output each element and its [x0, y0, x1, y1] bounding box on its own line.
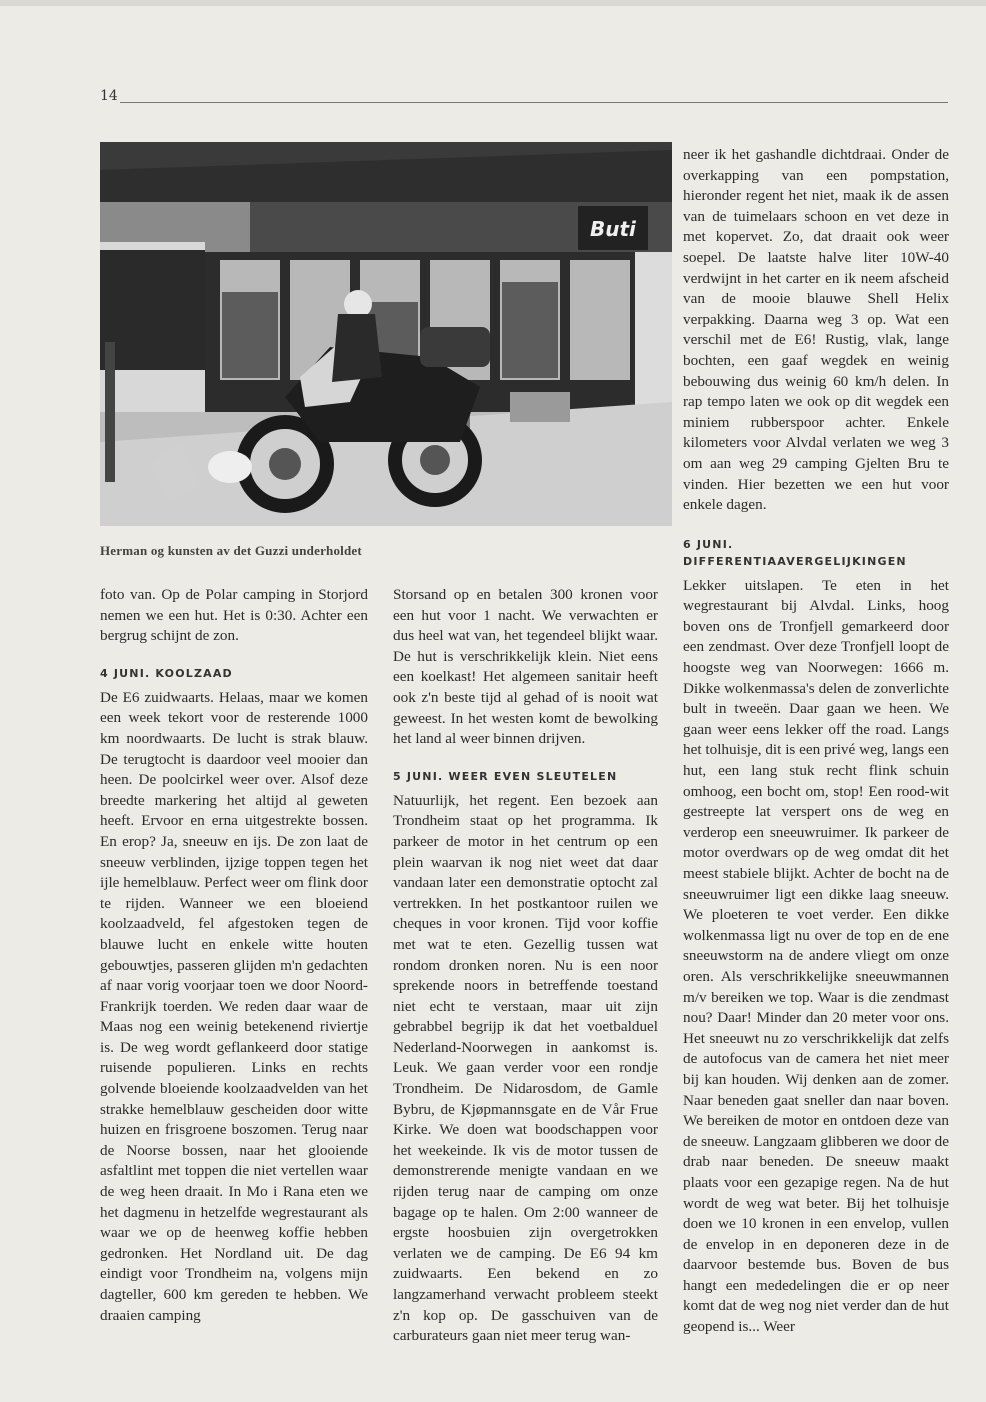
page-top-edge	[0, 0, 986, 6]
column-3	[683, 145, 949, 1338]
motorcycle-photo	[100, 142, 672, 526]
page-number: 14	[100, 88, 118, 104]
section-heading-5-juni: 5 JUNI. WEER EVEN SLEUTELEN	[393, 769, 618, 783]
header-rule	[120, 102, 948, 103]
column-2-intro: Storsand op en betalen 300 kronen voor een hut voor 1 nacht. We verwachten er dus heel wat van, het tegendeel blijkt waar. De hut is verschrikkelijk klein. Niet eens een koelkast! Het algemeen sanitair heeft ook z'n beste tijd al gehad of is nooit wat geweest. In het westen komt de bewolking het land al weer binnen drijven.	[393, 586, 658, 748]
section-heading-6-juni: 6 JUNI. DIFFERENTIAAVERGELIJKINGEN	[683, 537, 907, 568]
photo-caption: Herman og kunsten av det Guzzi underholdet	[100, 543, 362, 558]
section-heading-4-juni: 4 JUNI. KOOLZAAD	[100, 666, 233, 680]
column-1	[100, 585, 368, 1326]
column-1-intro: foto van. Op de Polar camping in Storjord nemen we een hut. Het is 0:30. Achter een bergrug schijnt de zon.	[100, 586, 368, 645]
column-1-body: De E6 zuidwaarts. Helaas, maar we komen een week tekort voor de resterende 1000 km noordwaarts. De lucht is strak blauw. De terugtocht is daardoor veel mooier dan heen. De poolcirkel weer over. Alsof deze breedte markering het altijd al geweten heeft. Ervoor en erna uitgestrekte bossen. En erop? Ja, sneeuw en ijs. De zon laat de sneeuw verblinden, ijzige toppen tegen het ijle hemelblauw. Perfect weer om flink door te rijden. Wanneer we een bloeiend koolzaadveld, fel afgestoken tegen de blauwe lucht en enkele witte houten gebouwtjes, passeren glijden m'n gedachten af naar vorig voorjaar toen we door Noord-Frankrijk toerden. We reden daar waar de Maas nog een weinig betekenend riviertje is. De weg wordt geflankeerd door statige ruisende populieren. Links en rechts golvende bloeiende koolzaadvelden van het strakke hemelblauw gescheiden door witte huizen en frisgroene boszomen. Terug naar de Noorse bossen, naar het glooiende asfaltlint met toppen die niet vertellen waar de weg heen draait. In Mo i Rana eten we het dagmenu in hetzelfde wegrestaurant als waar we op de heenweg koffie hebben gedronken. Het Nordland uit. De dag eindigt voor Trondheim na, volgens mijn dagteller, 600 km gereden te hebben. We draaien camping	[100, 688, 368, 1324]
station-sign: Buti	[590, 217, 636, 241]
column-2-body: Natuurlijk, het regent. Een bezoek aan Trondheim staat op het programma. Ik parkeer de motor in het centrum op een plein waarvan ik nog niet weet dat daar vandaan later een demonstratie optocht zal vertrekken. In het postkantoor ruilen we cheques in voor kronen. Tijd voor koffie met wat te eten. Gezellig tussen wat rondom dronken noren. Nu is een noor sprekende noors in betreffende toestand niet echt te verstaan, maar uit zijn gebrabbel begrijp ik dat het voetbalduel Nederland-Noorwegen in aankomst is. Leuk. We gaan verder voor een rondje Trondheim. De Nidarosdom, de Gamle Bybru, de Kjøpmannsgate en de Vår Frue Kirke. We doen wat boodschappen voor het weekeinde. Ik vis de motor tussen de demonstrerende menigte vandaan en we rijden terug naar de camping om onze bagage op te halen. Om 2:00 wanneer de ergste hoosbuien zijn overgetrokken verlaten we de camping. De E6 94 km zuidwaarts. Een bekend en zo langzamerhand verwacht probleem steekt z'n kop op. De gasschuiven van de carburateurs gaan niet meer terug wan-	[393, 791, 658, 1345]
column-2	[393, 585, 658, 1347]
column-3-intro: neer ik het gashandle dichtdraai. Onder de overkapping van een pompstation, hieronder regent het niet, maak ik de assen van de tuimelaars schoon en vet deze in met kopervet. Zo, dat draait ook weer soepel. De laatste halve liter 10W-40 verdwijnt in het carter en ik neem afscheid van de mooie blauwe Shell Helix verpakking. Daarna weg 3 op. Wat een verschil met de E6! Rustig, vlak, lange bochten, een gaaf wegdek en weinig bebouwing dus weinig 60 km/h delen. In rap tempo laten we ook op dit wegdek een miniem rubberspoor achter. Enkele kilometers voor Alvdal verlaten we weg 3 om aan weg 29 camping Gjelten Bru te vinden. Hier bezetten we een hut voor enkele dagen.	[683, 146, 949, 514]
column-3-body: Lekker uitslapen. Te eten in het wegrestaurant bij Alvdal. Links, hoog boven ons de Tronfjell gemarkeerd door een zendmast. Over deze Tronfjell loopt de hoogste weg van Noorwegen: 1666 m. Dikke wolkenmassa's delen de zonverlichte bult in tweeën. Daar gaan we heen. We gaan weer eens lekker off the road. Langs het tolhuisje, dit is een privé weg, langs een hut, een lang stuk recht flink schuin omhoog, een bocht om, stop! Een rood-wit gestreepte lat verspert ons de weg en verderop een sneeuwruimer. Ik parkeer de motor overdwars op de weg omdat dit het meest stabiele blijkt. Achter de bocht na de sneeuwruimer ligt een dikke laag sneeuw. We ploeteren te voet verder. Een dikke wolkenmassa ligt nu over de top en de ene sneeuwstorm na de andere vliegt om onze oren. Als verschrikkelijke sneeuwmannen m/v bereiken we top. Waar is die zendmast nou? Daar! Minder dan 20 meter voor ons. Het sneeuwt nu zo verschrikkelijk dat zelfs de autofocus van de camera het niet meer bij kan houden. Wij denken aan de zomer. Naar beneden gaat sneller dan naar boven. We bereiken de motor en ontdoen deze van de sneeuw. Langzaam glibberen we door de drab naar beneden. De sneeuw maakt plaats voor een gezapige regen. Na de hut wordt de weg wat beter. Bij het tolhuisje doen we 10 kronen in een envelop, vullen de envelop in en deponeren deze in de daarvoor bestemde bus. Boven de bus hangt een mededelingen die er op neer komt dat de weg nog niet verder dan de hut geopend is... Weer	[683, 576, 949, 1336]
